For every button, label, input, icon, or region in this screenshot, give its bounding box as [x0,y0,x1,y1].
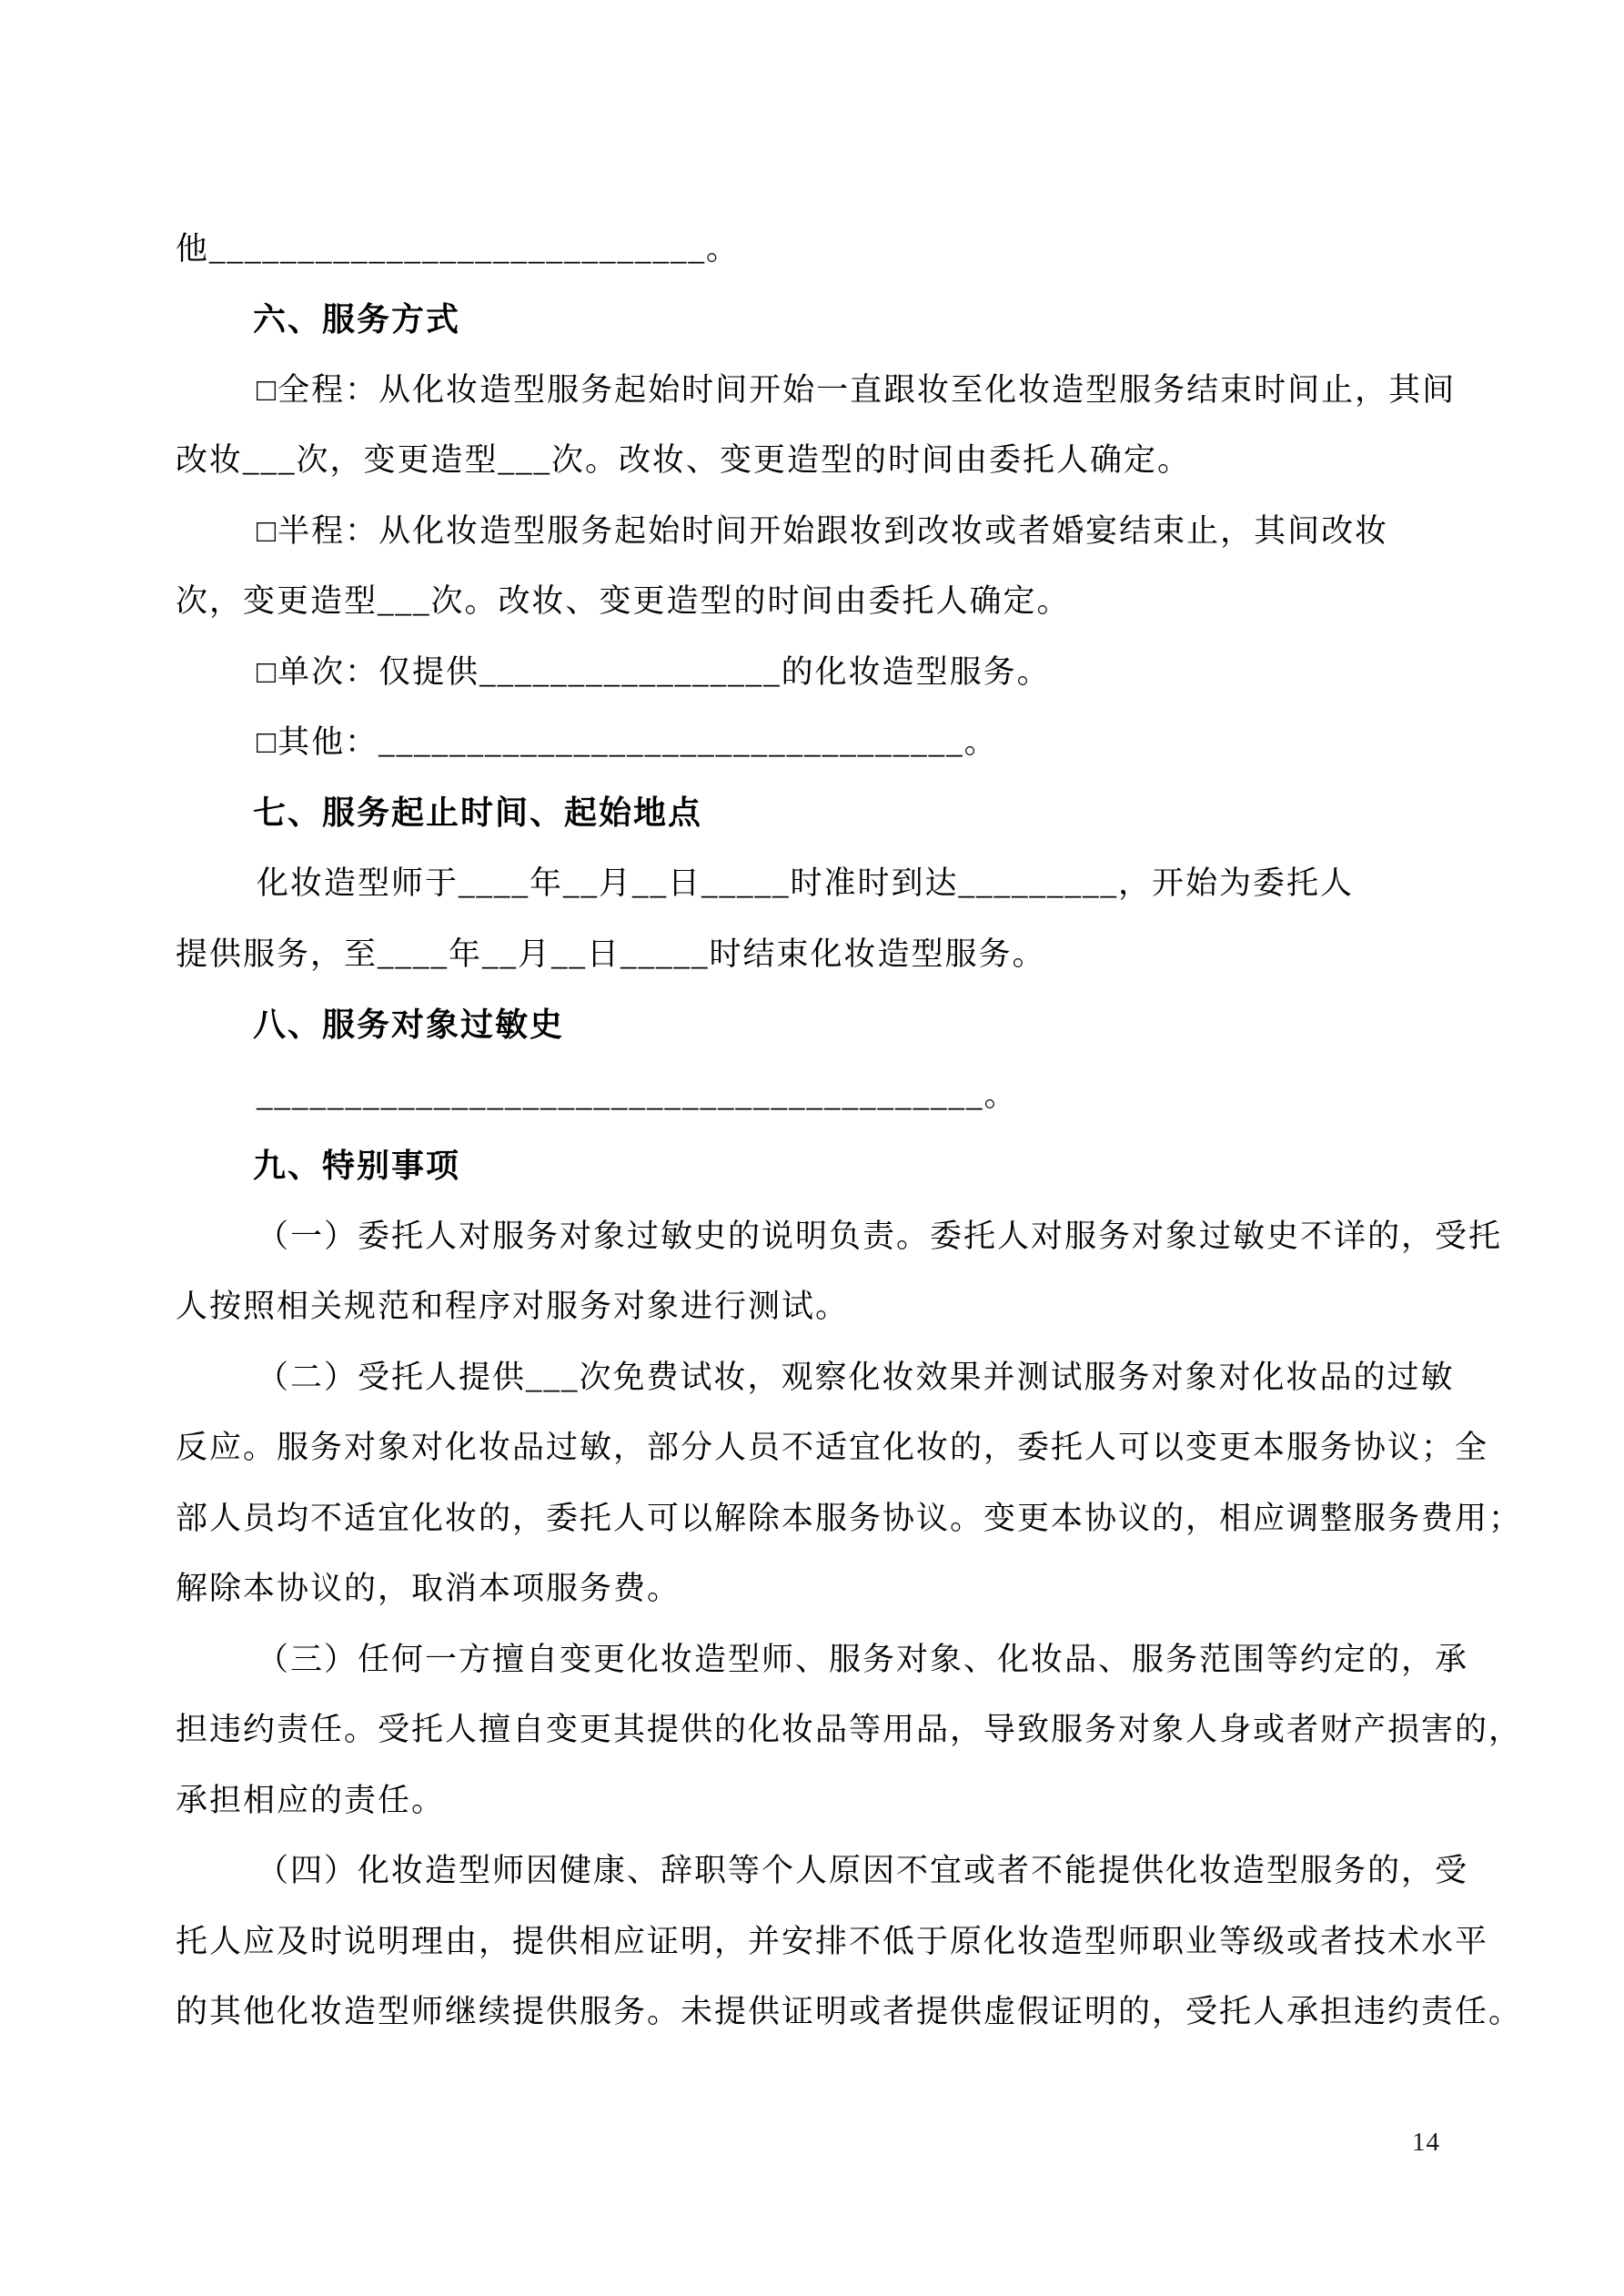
document-line: （一）委托人对服务对象过敏史的说明负责。委托人对服务对象过敏史不详的，受托 [257,1218,1503,1254]
document-line: 承担相应的责任。 [176,1782,446,1818]
document-line: 人按照相关规范和程序对服务对象进行测试。 [176,1289,850,1325]
document-line: □半程：从化妆造型服务起始时间开始跟妆到改妆或者婚宴结束止，其间改妆 [257,512,1389,549]
document-line: □其他：_________________________________。 [257,724,998,761]
document-line: 反应。服务对象对化妆品过敏，部分人员不适宜化妆的，委托人可以变更本服务协议；全 [176,1430,1489,1466]
document-line: 他____________________________。 [176,230,741,267]
document-line: 次，变更造型___次。改妆、变更造型的时间由委托人确定。 [176,583,1071,620]
document-line: _________________________________________。 [257,1077,1018,1113]
section-heading: 九、特别事项 [253,1147,461,1184]
document-line: 解除本协议的，取消本项服务费。 [176,1571,681,1607]
document-line: □全程：从化妆造型服务起始时间开始一直跟妆至化妆造型服务结束时间止，其间 [257,371,1457,408]
document-line: 担违约责任。受托人擅自变更其提供的化妆品等用品，导致服务对象人身或者财产损害的， [176,1712,1523,1748]
document-content [176,211,1523,2045]
document-line: （四）化妆造型师因健康、辞职等个人原因不宜或者不能提供化妆造型服务的，受 [257,1853,1469,1889]
document-line: 托人应及时说明理由，提供相应证明，并安排不低于原化妆造型师职业等级或者技术水平 [176,1923,1489,1959]
page-number: 14 [1412,2128,1440,2157]
section-heading: 八、服务对象过敏史 [253,1006,565,1043]
section-heading: 六、服务方式 [253,300,461,338]
document-line: （三）任何一方擅自变更化妆造型师、服务对象、化妆品、服务范围等约定的，承 [257,1641,1469,1677]
document-line: 部人员均不适宜化妆的，委托人可以解除本服务协议。变更本协议的，相应调整服务费用； [176,1500,1523,1536]
document-line: 的其他化妆造型师继续提供服务。未提供证明或者提供虚假证明的，受托人承担违约责任。 [176,1994,1523,2030]
section-heading: 七、服务起止时间、起始地点 [253,794,703,832]
document-line: □单次：仅提供_________________的化妆造型服务。 [257,653,1051,690]
document-line: 化妆造型师于____年__月__日_____时准时到达_________，开始为委托人 [257,865,1355,902]
document-line: 改妆___次，变更造型___次。改妆、变更造型的时间由委托人确定。 [176,442,1192,479]
document-line: （二）受托人提供___次免费试妆，观察化妆效果并测试服务对象对化妆品的过敏 [257,1359,1455,1395]
document-line: 提供服务，至____年__月__日_____时结束化妆造型服务。 [176,936,1046,972]
